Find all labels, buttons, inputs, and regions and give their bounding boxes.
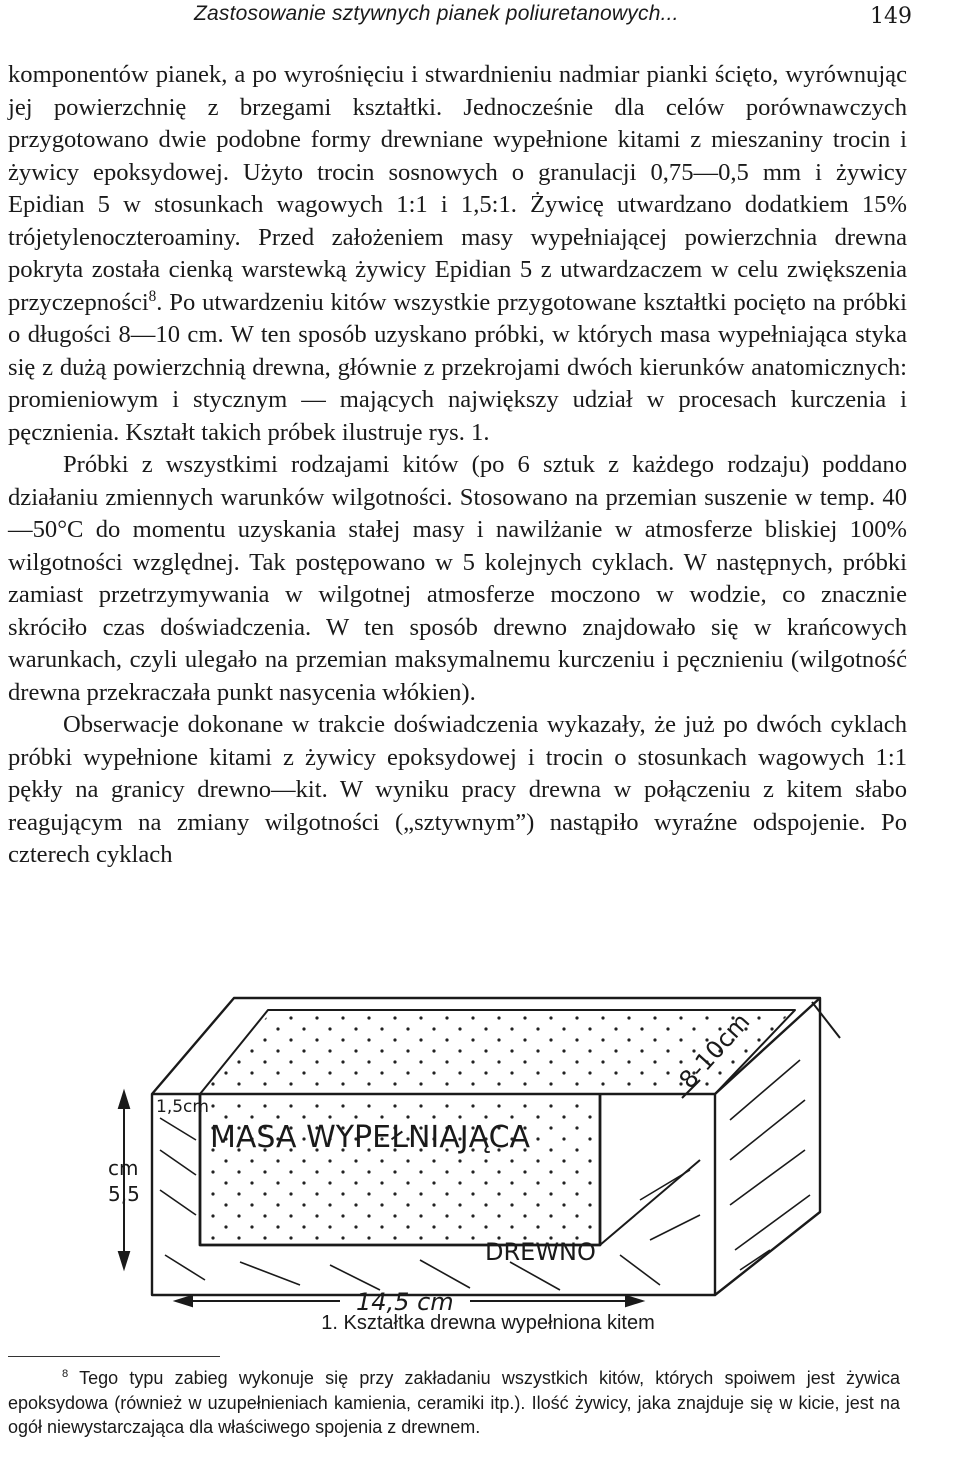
footnote-divider <box>8 1356 220 1357</box>
top-thickness-dimension: 1,5cm <box>156 1097 209 1117</box>
running-title: Zastosowanie sztywnych pianek poliuretanowych... <box>194 2 679 25</box>
paragraph-1-text-a: komponentów pianek, a po wyrośnięciu i stwardnieniu nadmiar pianki ścięto, wyrównując jej powierzchnię z brzegami kształtki. Jednocześnie dla celów porównawczych przygotowano dwie podobne formy drewniane wypełnione kitami z mieszaniny trocin i żywicy epoksydowej. Użyto trocin sosnowych o granulacji 0,75—0,5 mm i żywicy Epidian 5 w stosunkach wagowych 1:1 i 1,5:1. Żywicę utwardzano dodatkiem 15% <box>8 61 907 218</box>
width-dimension: 14,5 cm <box>356 1288 454 1316</box>
filling-label: MASA WYPEŁNIAJĄCA <box>210 1120 531 1155</box>
main-text <box>8 59 907 872</box>
footnote-text: Tego typu zabieg wykonuje się przy zakładaniu wszystkich kitów, których spoiwem jest żywica epoksydowa (również w uzupełnieniach kamienia, ceramiki itp.). Ilość żywicy, jaka znajduje się w kicie, jest na ogół niewystarczająca dla właściwego spojenia z drewnem. <box>8 1368 900 1437</box>
paragraph-1-text-b: trójetylenoczteroaminy. Przed założeniem masy wypełniającej powierzchnia drewna pokryta została cienką warstewką żywicy Epidian 5 z utwardzaczem w celu zwiększenia przyczepności <box>8 223 907 316</box>
paragraph-1-text-c: . Po utwardzeniu kitów wszystkie przygotowane kształtki pocięto na próbki o długości 8—10 cm. W ten sposób uzyskano próbki, w których masa wypełniająca styka się z dużą powierzchnią drewna, głównie z przekrojami dwóch kierunków anatomicznych: promieniowym i stycznym — mających największy udział w procesach kurczenia i pęcznienia. Kształt takich próbek ilustruje rys. 1. <box>8 288 907 446</box>
paragraph-2: Próbki z wszystkimi rodzajami kitów (po 6 sztuk z każdego rodzaju) poddano działaniu zmiennych warunków wilgotności. Stosowano na przemian suszenie w temp. 40—50°C do momentu uzyskania stałej masy i nawilżanie w atmosferze bliskiej 100% wilgotności względnej. Tak postępowano w 5 kolejnych cyklach. W następnych, próbki zamiast przetrzymywania w wilgotnej atmosferze moczono w wodzie, co znacznie skróciło czas doświadczenia. W ten sposób drewno znajdowało się w krańcowych warunkach, czyli ulegało na przemian maksymalnemu kurczeniu i pęcznieniu (wilgotność drewna przekraczała punkt nasycenia włókien). <box>8 451 907 706</box>
wood-label: DREWNO <box>485 1238 596 1266</box>
paragraph-1 <box>8 59 907 449</box>
paragraph-3: Obserwacje dokonane w trakcie doświadczenia wykazały, że już po dwóch cyklach próbki wypełnione kitami z żywicy epoksydowej i trocin o stosunkach wagowych 1:1 pękły na granicy drewno—kit. W wyniku pracy drewna w połączeniu z kitem słabo reagującym na zmiany wilgotności („sztywnym”) nastąpiło wyraźne odspojenie. Po czterech cyklach <box>8 711 907 868</box>
filling-dots-front <box>203 1097 597 1242</box>
figure-caption: 1. Kształtka drewna wypełniona kitem <box>321 1312 655 1334</box>
page-header <box>0 0 960 40</box>
footnote-marker: 8 <box>62 1368 69 1380</box>
footnote-reference: 8 <box>148 287 157 305</box>
figure-1 <box>0 975 960 1316</box>
height-value: 5,5 <box>108 1182 140 1206</box>
page-number: 149 <box>870 4 912 29</box>
height-unit: cm <box>108 1156 139 1180</box>
footnote <box>8 1366 900 1440</box>
length-dimension: 8-10cm <box>673 1007 756 1095</box>
wood-sample-drawing <box>0 975 960 1316</box>
